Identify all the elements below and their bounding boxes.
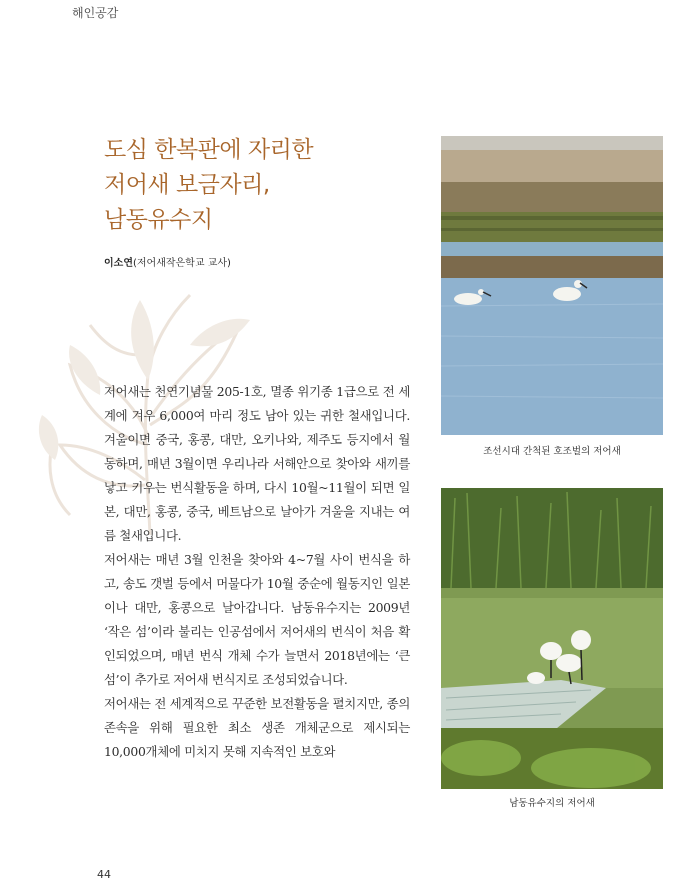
photo-caption: 남동유수지의 저어새 [509, 798, 595, 809]
paragraph: 저어새는 전 세계적으로 꾸준한 보전활동을 펼치지만, 종의 존속을 위해 필요한 최소 생존 개체군으로 제시되는 10,000개체에 미치지 못해 지속적인 보호와 [104, 696, 410, 759]
section-header: 해인공감 [72, 6, 119, 20]
byline [104, 254, 231, 269]
article-title [104, 133, 313, 238]
photo-caption: 조선시대 간척된 호조벌의 저어새 [483, 446, 621, 457]
photo-spoonbills-hojobeol [441, 136, 663, 435]
paragraph: 저어새는 천연기념물 205-1호, 멸종 위기종 1급으로 전 세계에 겨우 6,000여 마리 정도 남아 있는 귀한 철새입니다. 겨울이면 중국, 홍콩, 대만, 오키나와, 제주도 등지에서 월동하며, 매년 3월이면 우리나라 서해안으로 찾아와 새끼를 낳고 키우는 번식활동을 하며, 다시 10월~11월이 되면 일본, 대만, 홍콩, 중국, 베트남으로 날아가 겨울을 지내는 여름 철새입니다. [104, 384, 410, 543]
page-number: 44 [97, 868, 111, 881]
photo-spoonbills-namdong [441, 488, 663, 789]
spoonbill-island-photo-icon [441, 488, 663, 789]
paragraph: 저어새는 매년 3월 인천을 찾아와 4~7월 사이 번식을 하고, 송도 갯벌 등에서 머물다가 10월 중순에 월동지인 일본이나 대만, 홍콩으로 날아갑니다. 남동유수지는 2009년 ‘작은 섬’이라 불리는 인공섬에서 저어새의 번식이 처음 확인되었으며, 매년 번식 개체 수가 늘면서 2018년에는 ‘큰 섬’이 추가로 저어새 번식지로 조성되었습니다. [104, 552, 410, 687]
article-body [104, 380, 410, 764]
spoonbill-wetland-photo-icon [441, 136, 663, 435]
title-line-2: 저어새 보금자리, [104, 172, 270, 198]
author-affiliation: (저어새작은학교 교사) [132, 258, 231, 269]
title-line-1: 도심 한복판에 자리한 [104, 137, 314, 163]
author-name: 이소연 [104, 258, 133, 269]
title-line-3: 남동유수지 [104, 207, 213, 233]
